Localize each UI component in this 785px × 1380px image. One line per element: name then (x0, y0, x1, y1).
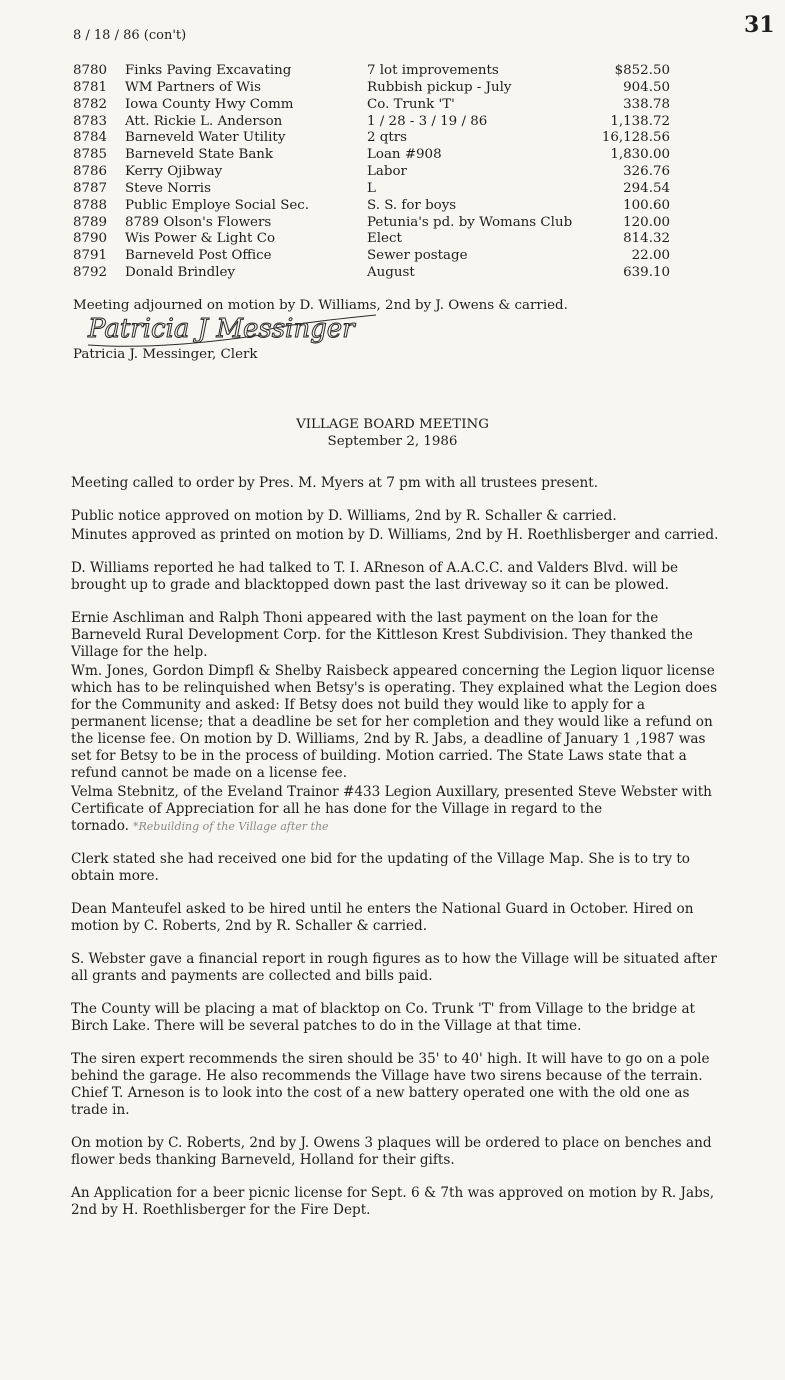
bill-row (73, 198, 683, 215)
bill-row (73, 181, 683, 198)
bill-payee: Steve Norris (125, 180, 211, 196)
paragraph-legion-license: Wm. Jones, Gordon Dimpfl & Shelby Raisbeck appeared concerning the Legion liquor license which has to be relinquished when Betsy's is operating. They explained what the Legion does for the Community and asked: If Betsy does not build they would like to apply for a permanent license; that a deadline be set for her completion and they would like a refund on the license fee. On motion by D. Williams, 2nd by R. Jabs, a deadline of January 1 ,1987 was set for Betsy to be in the process of building. Motion carried. The State Laws state that a refund cannot be made on a license fee. (71, 663, 718, 781)
bill-description: Labor (367, 164, 407, 180)
bill-row (73, 147, 683, 164)
bill-number: 8786 (73, 164, 108, 180)
bill-row (73, 114, 683, 131)
paragraph-public-notice: Public notice approved on motion by D. Williams, 2nd by R. Schaller & carried. (71, 508, 617, 524)
bill-amount: 814.32 (623, 231, 670, 247)
bill-description: 2 qtrs (367, 130, 408, 146)
bill-payee: Public Employe Social Sec. (125, 197, 310, 213)
bill-payee: Barneveld Post Office (125, 248, 272, 264)
signature-script: Patricia J Messinger (88, 314, 355, 344)
paragraph-blacktop: The County will be placing a mat of blacktop on Co. Trunk 'T' from Village to the bridge at Birch Lake. There will be several patches to do in the Village at that time. (71, 1001, 696, 1034)
bill-number: 8792 (73, 265, 108, 281)
page-number: 31 (744, 12, 775, 38)
paragraph-call-to-order: Meeting called to order by Pres. M. Myers at 7 pm with all trustees present. (71, 475, 599, 491)
bill-amount: 294.54 (623, 180, 670, 196)
bill-payee: Finks Paving Excavating (125, 63, 292, 78)
bill-description: L (367, 180, 376, 196)
bill-number: 8790 (73, 231, 108, 247)
paragraph-plaques: On motion by C. Roberts, 2nd by J. Owens 3 plaques will be ordered to place on benches and flower beds thanking Barneveld, Holland for their gifts. (71, 1135, 712, 1168)
bills-table (73, 63, 683, 282)
bill-amount: 16,128.56 (601, 130, 670, 146)
bill-number: 8780 (73, 63, 108, 78)
paragraph-hiring: Dean Manteufel asked to be hired until he enters the National Guard in October. Hired on motion by C. Roberts, 2nd by R. Schaller & carried. (71, 901, 694, 934)
bill-row (73, 164, 683, 181)
bill-row (73, 215, 683, 232)
meeting-title: VILLAGE BOARD MEETING (296, 417, 489, 432)
adjournment-line: Meeting adjourned on motion by D. Williams, 2nd by J. Owens & carried. (73, 298, 568, 313)
bill-description: Rubbish pickup - July (367, 79, 512, 95)
bill-amount: $852.50 (614, 63, 670, 78)
handwritten-note: *Rebuilding of the Village after the (132, 820, 329, 833)
meeting-date: September 2, 1986 (327, 434, 458, 449)
bill-description: Co. Trunk 'T' (367, 96, 455, 112)
bill-payee: Att. Rickie L. Anderson (125, 113, 283, 129)
paragraph-auxillary (71, 784, 721, 835)
bill-description: S. S. for boys (367, 197, 457, 213)
bill-payee: 8789 Olson's Flowers (125, 214, 272, 230)
paragraph-beer-license: An Application for a beer picnic license for Sept. 6 & 7th was approved on motion by R. Jabs, 2nd by H. Roethlisberger for the Fire Dept. (71, 1185, 715, 1218)
bill-number: 8791 (73, 248, 108, 264)
bill-description: Sewer postage (367, 248, 468, 264)
bill-description: 1 / 28 - 3 / 19 / 86 (367, 113, 488, 129)
bill-payee: Kerry Ojibway (125, 164, 223, 180)
bill-number: 8788 (73, 197, 108, 213)
paragraph-valders-blvd: D. Williams reported he had talked to T. I. ARneson of A.A.C.C. and Valders Blvd. will be brought up to grade and blacktopped down past the last driveway so it can be plowed. (71, 560, 679, 593)
bill-payee: Barneveld Water Utility (125, 130, 286, 146)
auxillary-text: Velma Stebnitz, of the Eveland Trainor #433 Legion Auxillary, presented Steve Webster with Certificate of Appreciation for all he has done for the Village in regard to the tornado. (71, 784, 712, 834)
bill-row (73, 97, 683, 114)
bill-number: 8785 (73, 147, 108, 163)
bill-row (73, 248, 683, 265)
bill-number: 8789 (73, 214, 108, 230)
bill-amount: 904.50 (623, 79, 670, 95)
bill-payee: WM Partners of Wis (125, 79, 261, 95)
bill-description: Elect (367, 231, 402, 247)
bill-amount: 1,138.72 (610, 113, 670, 129)
bill-number: 8781 (73, 79, 108, 95)
bill-description: Loan #908 (367, 147, 442, 163)
clerk-name: Patricia J. Messinger, Clerk (73, 347, 258, 362)
paragraph-village-map: Clerk stated she had received one bid for the updating of the Village Map. She is to try to obtain more. (71, 851, 690, 884)
minutes-body (71, 475, 721, 1235)
bill-row (73, 130, 683, 147)
paragraph-minutes: Minutes approved as printed on motion by D. Williams, 2nd by H. Roethlisberger and carried. (71, 527, 719, 543)
bill-row (73, 265, 683, 282)
paragraph-financial-report: S. Webster gave a financial report in rough figures as to how the Village will be situated after all grants and payments are collected and bills paid. (71, 951, 717, 984)
bill-payee: Barneveld State Bank (125, 147, 274, 163)
bill-amount: 338.78 (623, 96, 670, 112)
bill-payee: Wis Power & Light Co (125, 231, 276, 247)
paragraph-loan-payment: Ernie Aschliman and Ralph Thoni appeared with the last payment on the loan for the Barneveld Rural Development Corp. for the Kittleson Krest Subdivision. They thanked the Village for the help. (71, 610, 693, 660)
bill-amount: 120.00 (623, 214, 670, 230)
bill-payee: Iowa County Hwy Comm (125, 96, 294, 112)
bill-description: August (367, 265, 415, 281)
continuation-header: 8 / 18 / 86 (con't) (73, 28, 187, 43)
bill-number: 8783 (73, 113, 108, 129)
bill-number: 8782 (73, 96, 108, 112)
bill-payee: Donald Brindley (125, 265, 236, 281)
bill-number: 8784 (73, 130, 108, 146)
bill-amount: 100.60 (623, 197, 670, 213)
bill-amount: 639.10 (623, 265, 670, 281)
bill-amount: 326.76 (623, 164, 670, 180)
bill-amount: 1,830.00 (610, 147, 670, 163)
bill-row (73, 231, 683, 248)
bill-number: 8787 (73, 180, 108, 196)
bill-row (73, 80, 683, 97)
paragraph-siren: The siren expert recommends the siren should be 35' to 40' high. It will have to go on a pole behind the garage. He also recommends the Village have two sirens because of the terrain. Chief T. Arneson is to look into the cost of a new battery operated one with the old one as trade in. (71, 1051, 710, 1118)
bill-amount: 22.00 (631, 248, 670, 264)
bill-description: 7 lot improvements (367, 63, 499, 78)
bill-description: Petunia's pd. by Womans Club (367, 214, 573, 230)
bill-row (73, 63, 683, 80)
meeting-heading (0, 416, 785, 450)
